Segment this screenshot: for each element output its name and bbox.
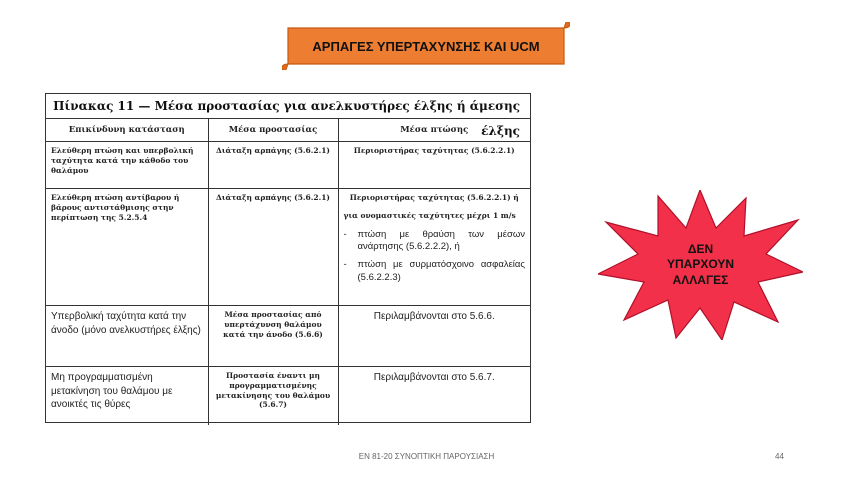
table-row <box>46 306 530 367</box>
cell-hazard: Υπερβολική ταχύτητα κατά την άνοδο (μόνο ανελκυστήρες έλξης) <box>46 306 208 367</box>
means-list-item <box>344 259 526 284</box>
cell-protection: Μέσα προστασίας από υπερτάχυνση θαλάμου κατά την άνοδο (5.6.6) <box>208 306 338 367</box>
table-grid <box>46 119 530 425</box>
cell-protection: Διάταξη αρπάγης (5.6.2.1) <box>208 142 338 189</box>
table-row <box>46 367 530 426</box>
table-header-row <box>46 119 530 142</box>
cell-protection: Προστασία έναντι μη προγραμματισμένης μετακίνησης του θαλάμου (5.6.7) <box>208 367 338 426</box>
header-hazard: Επικίνδυνη κατάσταση <box>46 119 208 142</box>
dash-bullet: - <box>343 259 347 271</box>
dash-bullet: - <box>343 228 347 240</box>
footer-text: ΕΝ 81-20 ΣΥΝΟΠΤΙΚΗ ΠΑΡΟΥΣΙΑΣΗ <box>358 452 495 461</box>
cell-means: Περιοριστήρας ταχύτητας (5.6.2.2.1) <box>338 142 530 189</box>
header-means: Μέσα πτώσης <box>338 119 530 142</box>
means-item-text: πτώση με θραύση των μέσων ανάρτησης (5.6.2.2.2), ή <box>357 228 525 252</box>
table-row <box>46 189 530 306</box>
table-title: Πίνακας 11 — Μέσα προστασίας για ανελκυστήρες έλξης ή άμεσης έλξης <box>46 94 530 119</box>
cell-means: Περιλαμβάνονται στο 5.6.6. <box>338 306 530 367</box>
means-item-text: πτώση με συρματόσχοινο ασφαλείας (5.6.2.2.3) <box>357 259 525 283</box>
cell-hazard: Ελεύθερη πτώση και υπερβολική ταχύτητα κατά την κάθοδο του θαλάμου <box>46 142 208 189</box>
cell-hazard: Ελεύθερη πτώση αντίβαρου ή βάρους αντιστάθμισης στην περίπτωση της 5.2.5.4 <box>46 189 208 306</box>
banner-title: ΑΡΠΑΓΕΣ ΥΠΕΡΤΑΧΥΝΣΗΣ ΚΑΙ UCM <box>312 38 540 54</box>
title-banner <box>282 22 570 70</box>
means-line-1: Περιοριστήρας ταχύτητας (5.6.2.2.1) ή <box>349 193 519 202</box>
cell-protection: Διάταξη αρπάγης (5.6.2.1) <box>208 189 338 306</box>
cell-hazard: Μη προγραμματισμένη μετακίνηση του θαλάμου με ανοικτές τις θύρες <box>46 367 208 426</box>
no-changes-label: ΔΕΝ ΥΠΑΡΧΟΥΝ ΑΛΛΑΓΕΣ <box>666 241 734 287</box>
header-protection: Μέσα προστασίας <box>208 119 338 142</box>
table-row <box>46 142 530 189</box>
page-number: 44 <box>775 452 784 461</box>
means-line-2: για ονομαστικές ταχύτητες μέχρι 1 m/s <box>343 210 516 220</box>
cell-means <box>338 189 530 306</box>
cell-means: Περιλαμβάνονται στο 5.6.7. <box>338 367 530 426</box>
protection-table <box>45 93 531 423</box>
means-list-item <box>344 229 526 254</box>
